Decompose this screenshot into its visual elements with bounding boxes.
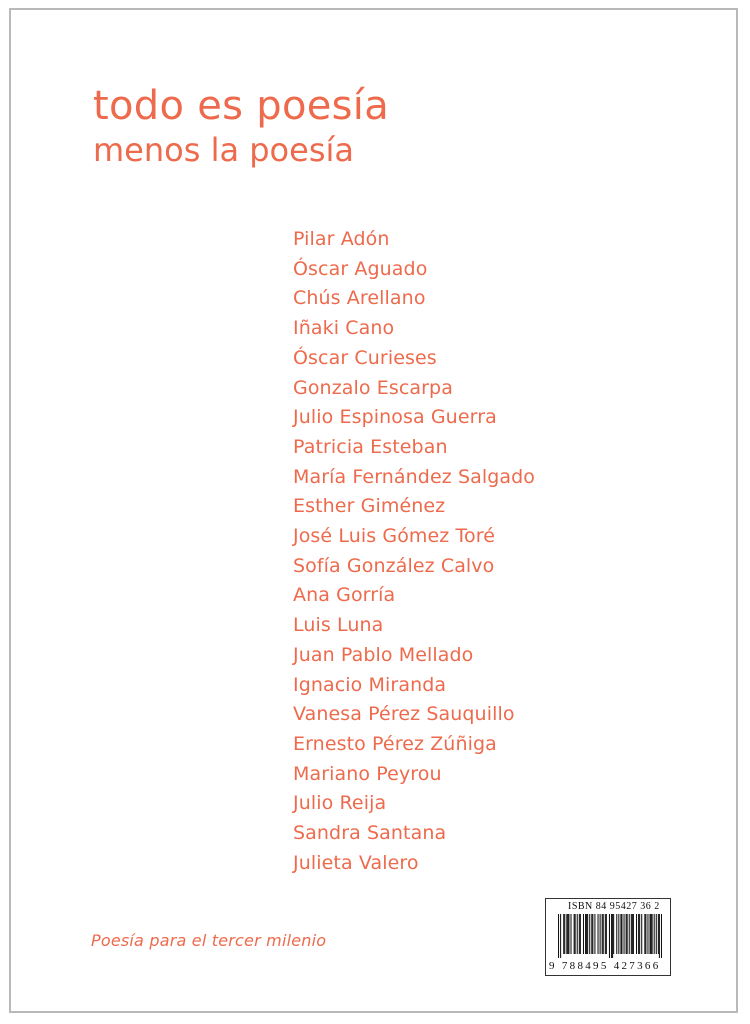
title-line-2: menos la poesía — [93, 131, 354, 169]
author-name: Iñaki Cano — [293, 317, 395, 340]
ean-number: 9 788495 427366 — [549, 960, 661, 972]
author-name: Ignacio Miranda — [293, 673, 447, 696]
author-name: María Fernández Salgado — [293, 465, 536, 488]
author-name: Ana Gorría — [293, 584, 396, 607]
author-name: Julieta Valero — [293, 851, 419, 874]
book-back-cover — [9, 8, 738, 1013]
author-name: Óscar Aguado — [293, 257, 428, 280]
book-title — [93, 82, 389, 170]
author-name: Chús Arellano — [293, 287, 426, 310]
author-name: Ernesto Pérez Zúñiga — [293, 732, 497, 755]
series-name: Poesía para el tercer milenio — [91, 931, 327, 950]
author-name: Óscar Curieses — [293, 346, 437, 369]
isbn-barcode — [545, 898, 671, 976]
author-name: José Luis Gómez Toré — [293, 525, 496, 548]
author-name: Sandra Santana — [293, 822, 447, 845]
author-name: Juan Pablo Mellado — [293, 643, 474, 666]
barcode-bars-icon — [558, 914, 662, 958]
author-name: Gonzalo Escarpa — [293, 376, 453, 399]
author-name: Julio Reija — [293, 792, 387, 815]
author-name: Patricia Esteban — [293, 435, 448, 458]
author-name: Vanesa Pérez Sauquillo — [293, 703, 515, 726]
author-name: Esther Giménez — [293, 495, 446, 518]
author-name: Mariano Peyrou — [293, 762, 442, 785]
author-name: Sofía González Calvo — [293, 554, 495, 577]
author-name: Julio Espinosa Guerra — [293, 406, 497, 429]
author-list — [293, 225, 535, 878]
author-name: Pilar Adón — [293, 228, 390, 250]
author-name: Luis Luna — [293, 614, 384, 637]
isbn-label: ISBN 84 95427 36 2 — [568, 901, 660, 912]
title-line-1: todo es poesía — [93, 83, 390, 129]
